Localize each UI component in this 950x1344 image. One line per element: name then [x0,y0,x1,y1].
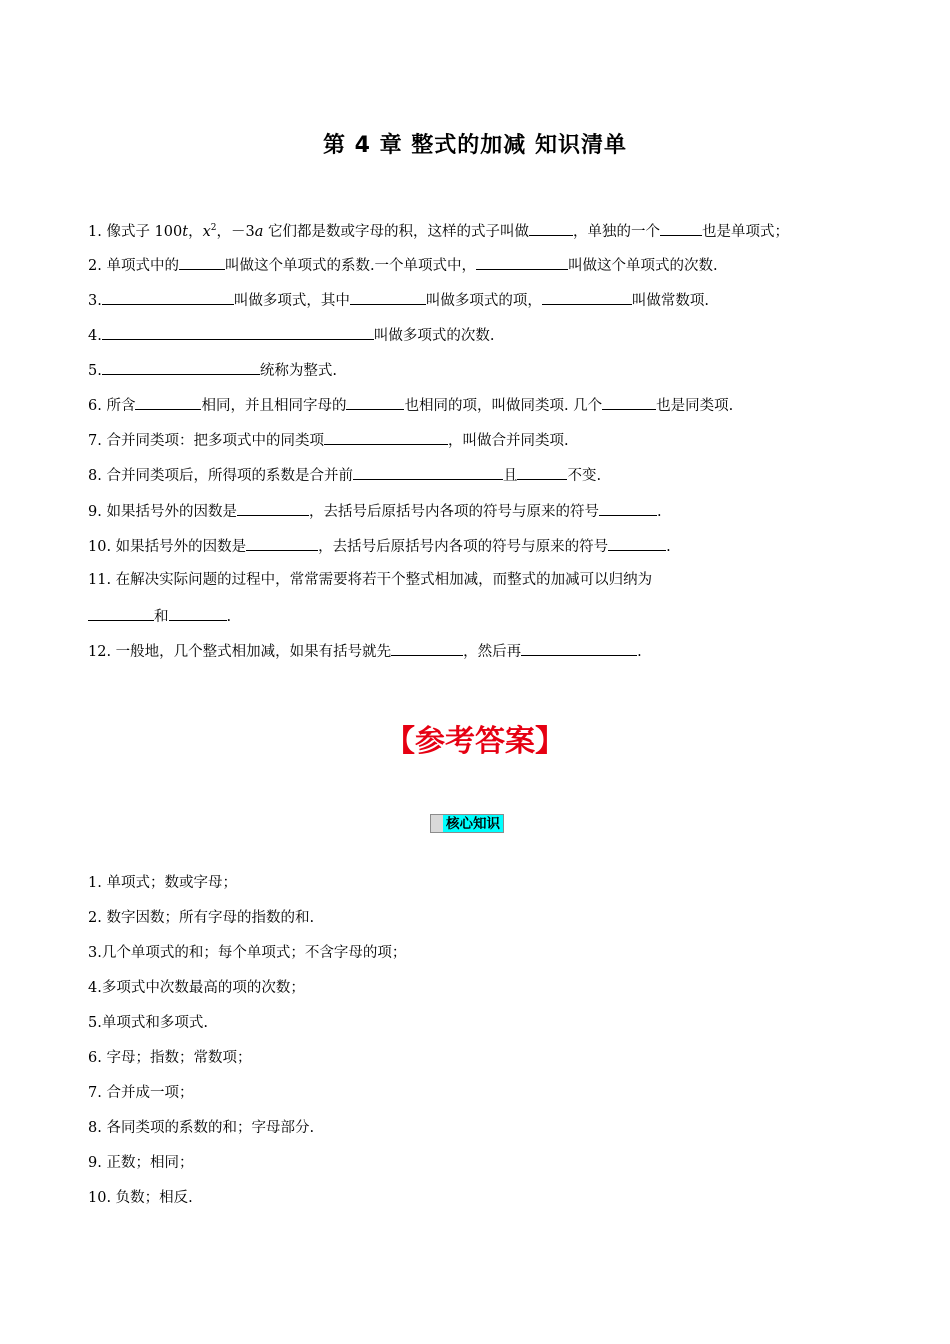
section-label [430,814,504,833]
question-2: 2. 单项式中的 叫做这个单项式的系数.一个单项式中， 叫做这个单项式的次数. [88,254,718,276]
answer-blank[interactable] [88,605,154,621]
answer-blank[interactable] [599,500,657,516]
answer-item: 2. 数字因数；所有字母的指数的和. [88,910,315,926]
answer-item: 9. 正数；相同； [88,1155,194,1171]
answer-blank[interactable] [350,289,426,305]
question-11-continued: 和 . [88,605,231,627]
answer-item: 4.多项式中次数最高的项的次数； [88,980,305,996]
answer-blank[interactable] [102,289,234,305]
answer-item: 3.几个单项式的和；每个单项式；不含字母的项； [88,945,407,961]
question-7: 7. 合并同类项：把多项式中的同类项 ，叫做合并同类项. [88,429,569,451]
answer-heading: 【参考答案】 [385,724,565,759]
answer-blank[interactable] [102,324,374,340]
answer-item: 1. 单项式；数或字母； [88,875,237,891]
question-9: 9. 如果括号外的因数是 ，去括号后原括号内各项的符号与原来的符号 . [88,500,662,522]
answer-blank[interactable] [542,289,632,305]
answer-item: 10. 负数；相反. [88,1190,193,1206]
answer-blank[interactable] [102,359,260,375]
answer-blank[interactable] [660,220,702,236]
question-11: 11. 在解决实际问题的过程中，常常需要将若干个整式相加减，而整式的加减可以归纳为 [88,572,653,588]
answer-blank[interactable] [169,605,227,621]
answer-blank[interactable] [602,394,656,410]
page-title: 第 4 章 整式的加减 知识清单 [323,133,627,158]
answer-blank[interactable] [346,394,404,410]
section-label-text: 核心知识 [443,814,504,833]
answer-blank[interactable] [608,535,666,551]
answer-blank[interactable] [517,464,567,480]
section-marker [430,814,443,833]
question-8: 8. 合并同类项后，所得项的系数是合并前 且 不变. [88,464,601,486]
answer-blank[interactable] [324,429,448,445]
answer-item: 6. 字母；指数；常数项； [88,1050,252,1066]
answer-blank[interactable] [391,640,463,656]
question-10: 10. 如果括号外的因数是 ，去括号后原括号内各项的符号与原来的符号 . [88,535,671,557]
answer-blank[interactable] [246,535,318,551]
question-12: 12. 一般地，几个整式相加减，如果有括号就先 ，然后再 . [88,640,642,662]
answer-blank[interactable] [476,254,568,270]
answer-item: 5.单项式和多项式. [88,1015,208,1031]
answer-blank[interactable] [521,640,637,656]
question-3: 3. 叫做多项式，其中 叫做多项式的项， 叫做常数项. [88,289,709,311]
answer-blank[interactable] [135,394,201,410]
question-1: 1. 像式子 100t，$x^2$，－3a 它们都是数或字母的积，这样的式子叫做 ，单独的一个 也是单项式； [88,218,789,242]
question-6: 6. 所含 相同，并且相同字母的 也相同的项，叫做同类项. 几个 也是同类项. [88,394,733,416]
answer-blank[interactable] [353,464,503,480]
question-4: 4. 叫做多项式的次数. [88,324,494,346]
question-5: 5. 统称为整式. [88,359,337,381]
answer-blank[interactable] [237,500,309,516]
answer-item: 8. 各同类项的系数的和；字母部分. [88,1120,315,1136]
answer-blank[interactable] [529,220,573,236]
answer-blank[interactable] [179,254,225,270]
answer-item: 7. 合并成一项； [88,1085,194,1101]
